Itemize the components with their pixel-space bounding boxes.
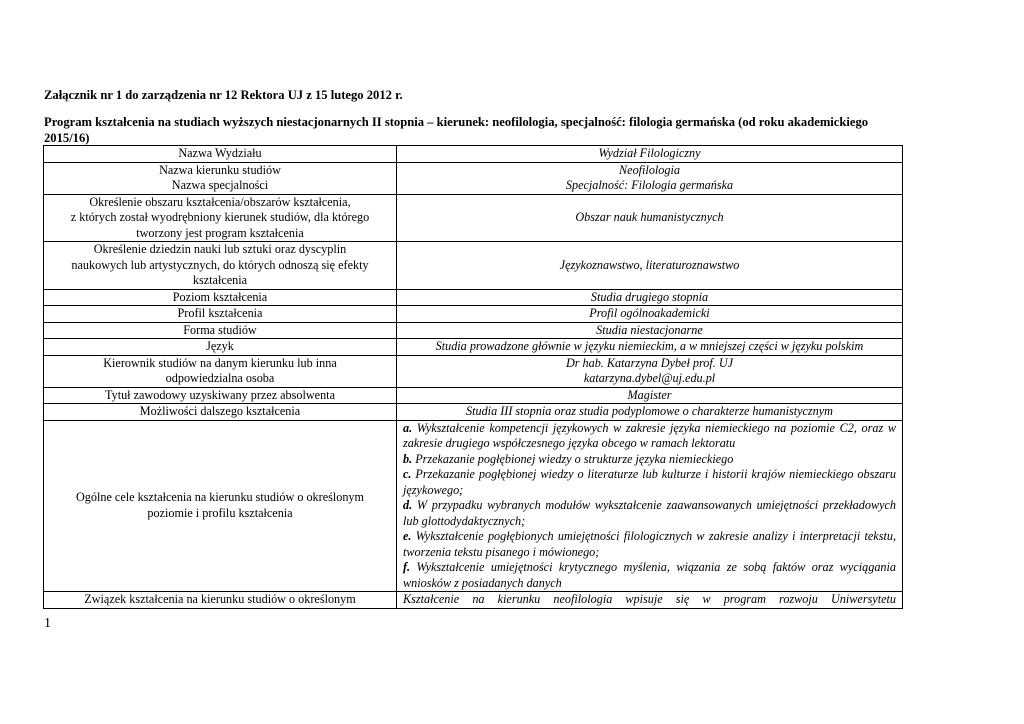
value-profile: Profil ogólnoakademicki bbox=[397, 306, 903, 323]
label-disciplines bbox=[44, 242, 397, 290]
value-relation: Kształcenie na kierunku neofilologia wpisuje się w program rozwoju Uniwersytetu bbox=[397, 592, 903, 609]
table-row-degree-title bbox=[44, 387, 903, 404]
value-field-and-specialty bbox=[397, 162, 903, 194]
goal-text: Wykształcenie umiejętności krytycznego myślenia, wiązania ze sobą faktów oraz wyciągania wniosków z posiadanych danych bbox=[403, 560, 896, 590]
table-row-faculty bbox=[44, 146, 903, 163]
table-row-level bbox=[44, 289, 903, 306]
goal-text: W przypadku wybranych modułów wykształcenie zaawansowanych umiejętności przekładowych lub glottodydaktycznych; bbox=[403, 498, 896, 528]
program-table bbox=[43, 145, 903, 609]
label-faculty-name: Nazwa Wydziału bbox=[44, 146, 397, 163]
program-title-line-2: 2015/16) bbox=[44, 131, 90, 145]
goal-item bbox=[403, 498, 896, 529]
label-field-of-study: Nazwa kierunku studiów bbox=[159, 162, 281, 177]
goal-text: Wykształcenie kompetencji językowych w zakresie języka niemieckiego na poziomie C2, oraz w zakresie drugiego współczesnego języka obcego w ramach lektoratu bbox=[403, 420, 896, 450]
table-row-profile bbox=[44, 306, 903, 323]
label-specialty: Nazwa specjalności bbox=[171, 178, 269, 192]
label-study-form: Forma studiów bbox=[44, 322, 397, 339]
label-line: z których został wyodrębniony kierunek studiów, dla którego bbox=[70, 210, 370, 224]
director-name: Dr hab. Katarzyna Dybeł prof. UJ bbox=[565, 355, 734, 370]
goal-text: Wykształcenie pogłębionych umiejętności filologicznych w zakresie analizy i interpretacji tekstu, tworzenia tekstu pisanego i mówionego; bbox=[403, 529, 896, 559]
label-profile: Profil kształcenia bbox=[44, 306, 397, 323]
label-study-director bbox=[44, 355, 397, 387]
table-row-education-area bbox=[44, 194, 903, 242]
table-row-disciplines bbox=[44, 242, 903, 290]
label-line: kształcenia bbox=[192, 273, 248, 287]
value-general-goals bbox=[397, 420, 903, 592]
value-further-education: Studia III stopnia oraz studia podyplomowe o charakterze humanistycznym bbox=[397, 404, 903, 421]
goal-letter: a. bbox=[403, 420, 413, 435]
goal-item bbox=[403, 467, 896, 498]
goal-letter: f. bbox=[403, 560, 411, 574]
value-faculty-name: Wydział Filologiczny bbox=[397, 146, 903, 163]
label-language: Język bbox=[44, 339, 397, 356]
value-study-form: Studia niestacjonarne bbox=[397, 322, 903, 339]
label-level: Poziom kształcenia bbox=[44, 289, 397, 306]
value-specialty: Specjalność: Filologia germańska bbox=[565, 178, 734, 192]
goal-letter: c. bbox=[403, 467, 412, 481]
goal-item bbox=[403, 452, 896, 468]
goal-letter: b. bbox=[403, 451, 413, 466]
director-email: katarzyna.dybel@uj.edu.pl bbox=[583, 371, 716, 385]
label-line: naukowych lub artystycznych, do których odnoszą się efekty bbox=[71, 257, 369, 272]
goal-letter: e. bbox=[403, 529, 412, 543]
program-title-line-1: Program kształcenia na studiach wyższych niestacjonarnych II stopnia – kierunek: neofilologia, specjalność: filologia germańska (od roku akademickiego bbox=[44, 115, 869, 129]
table-row-further-education bbox=[44, 404, 903, 421]
value-field-of-study: Neofilologia bbox=[619, 162, 680, 177]
value-degree-title: Magister bbox=[397, 387, 903, 404]
goal-text: Przekazanie pogłębionej wiedzy o literaturze lub kulturze i historii krajów niemieckiego obszaru językowego; bbox=[403, 467, 896, 497]
label-line: Kierownik studiów na danym kierunku lub inna bbox=[103, 355, 337, 370]
goal-item bbox=[403, 560, 896, 591]
value-language: Studia prowadzone głównie w języku niemieckim, a w mniejszej części w języku polskim bbox=[397, 339, 903, 356]
label-field-and-specialty bbox=[44, 162, 397, 194]
goal-letter: d. bbox=[403, 498, 413, 512]
table-row-language bbox=[44, 339, 903, 356]
goal-item bbox=[403, 529, 896, 560]
label-line: poziomie i profilu kształcenia bbox=[147, 505, 293, 520]
value-disciplines: Językoznawstwo, literaturoznawstwo bbox=[397, 242, 903, 290]
label-line: tworzony jest program kształcenia bbox=[136, 225, 304, 240]
label-general-goals bbox=[44, 420, 397, 592]
label-relation: Związek kształcenia na kierunku studiów o określonym bbox=[44, 592, 397, 609]
annex-title: Załącznik nr 1 do zarządzenia nr 12 Rektora UJ z 15 lutego 2012 r. bbox=[44, 88, 403, 102]
label-line: Ogólne cele kształcenia na kierunku studiów o określonym bbox=[75, 490, 365, 505]
value-study-director bbox=[397, 355, 903, 387]
goal-item bbox=[403, 421, 896, 452]
label-education-area bbox=[44, 194, 397, 242]
value-education-area: Obszar nauk humanistycznych bbox=[397, 194, 903, 242]
label-line: odpowiedzialna osoba bbox=[165, 371, 275, 385]
label-further-education: Możliwości dalszego kształcenia bbox=[44, 404, 397, 421]
table-row-study-director bbox=[44, 355, 903, 387]
label-line: Określenie obszaru kształcenia/obszarów kształcenia, bbox=[89, 194, 351, 209]
page-number: 1 bbox=[44, 616, 51, 631]
table-row-relation bbox=[44, 592, 903, 609]
table-row-general-goals bbox=[44, 420, 903, 592]
label-line: Określenie dziedzin nauki lub sztuki oraz dyscyplin bbox=[93, 242, 347, 256]
table-row-field-and-specialty bbox=[44, 162, 903, 194]
table-row-study-form bbox=[44, 322, 903, 339]
value-level: Studia drugiego stopnia bbox=[397, 289, 903, 306]
label-degree-title: Tytuł zawodowy uzyskiwany przez absolwenta bbox=[44, 387, 397, 404]
goal-text: Przekazanie pogłębionej wiedzy o strukturze języka niemieckiego bbox=[412, 451, 734, 466]
